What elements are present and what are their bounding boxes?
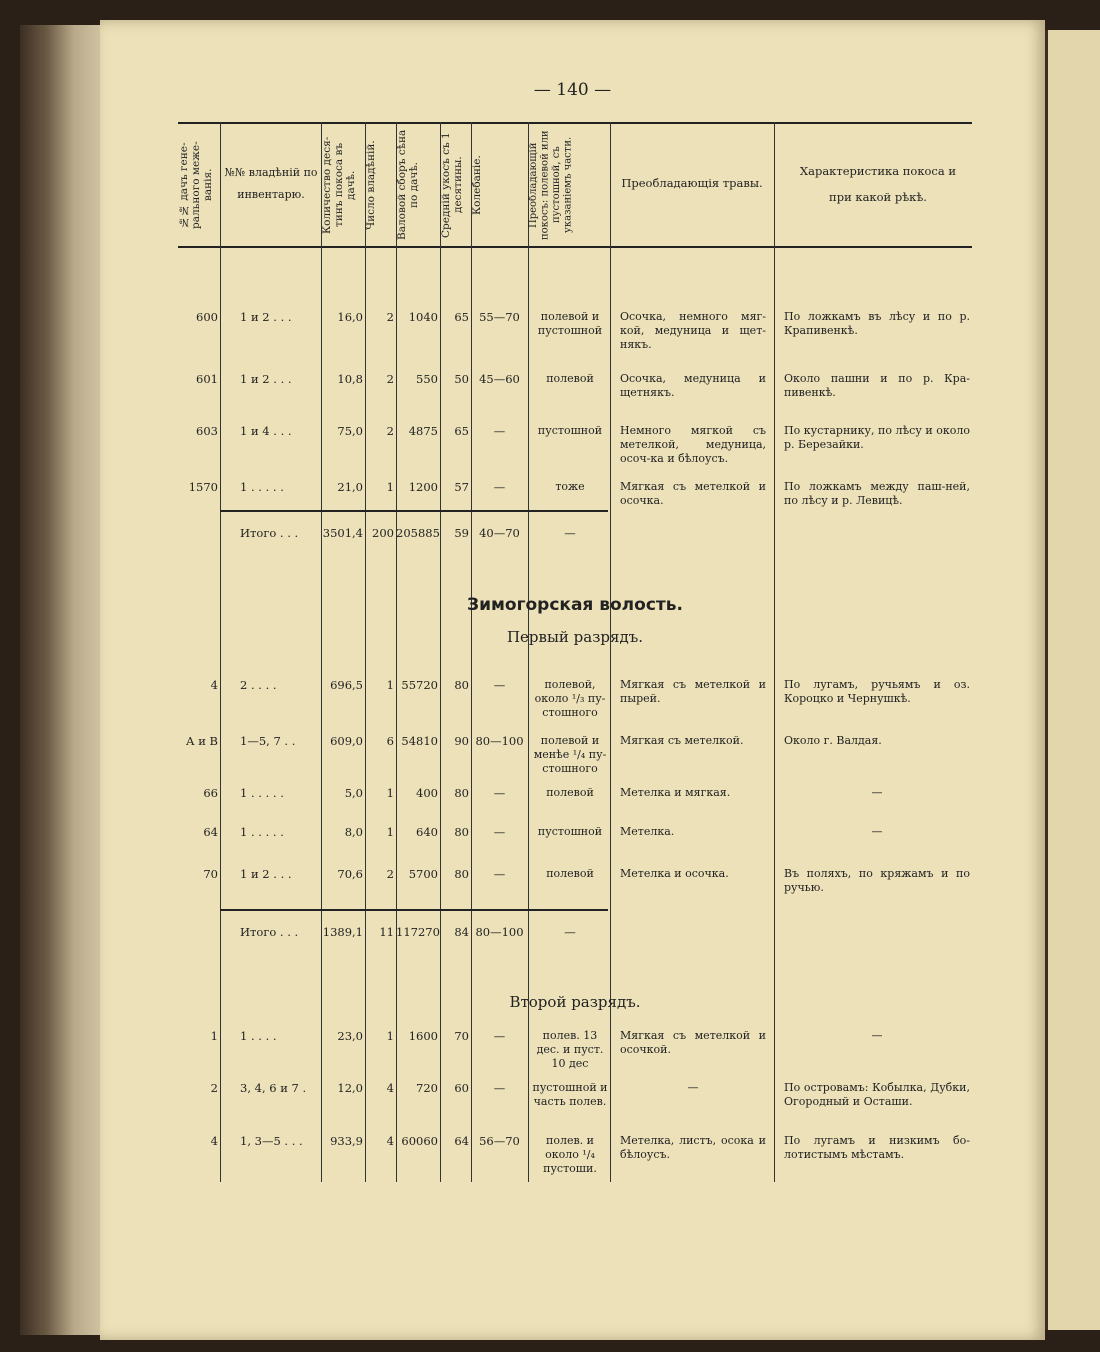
total-des: 1389,1	[322, 925, 363, 939]
header-kol-des: Количество деся-тинъ покоса въ дачѣ.	[321, 136, 357, 234]
cell-dacha: А и В	[185, 734, 218, 748]
total-sbor: 205885	[396, 526, 440, 540]
cell-chislo: 2	[386, 310, 394, 324]
cell-pokos: пустошной	[537, 825, 603, 838]
header-sredniy: Средній укосъ съ 1 десятины.	[440, 132, 464, 238]
cell-des: 70,6	[337, 867, 363, 881]
cell-ukos: 80	[454, 867, 469, 881]
cell-des: 696,5	[330, 678, 363, 692]
cell-travy: Осочка, немного мяг-кой, медуница и щет-някъ.	[620, 310, 766, 351]
cell-dacha: 603	[196, 424, 218, 438]
cell-dacha: 601	[196, 372, 218, 386]
total-koleb: 40—70	[479, 526, 520, 540]
cell-harakt: По лугамъ, ручьямъ и оз. Короцко и Чернушкѣ.	[784, 678, 970, 705]
document-page	[100, 20, 1045, 1340]
cell-ukos: 65	[454, 310, 469, 324]
total-koleb: 80—100	[475, 925, 524, 939]
total-pokos: —	[564, 925, 576, 939]
cell-koleb: —	[493, 1029, 506, 1043]
cell-pokos: полев. 13 дес. и пуст. 10 дес	[536, 1029, 604, 1070]
cell-vlad: 3, 4, 6 и 7 .	[240, 1081, 307, 1095]
cell-vlad: 1 и 2 . . .	[240, 372, 292, 386]
cell-ukos: 57	[454, 480, 469, 494]
table-top-rule	[178, 122, 972, 124]
volost-title: Зимогорская волость.	[467, 595, 683, 615]
cell-koleb: —	[493, 825, 506, 839]
cell-des: 933,9	[330, 1134, 363, 1148]
cell-dacha: 66	[203, 786, 218, 800]
cell-des: 10,8	[337, 372, 363, 386]
cell-chislo: 1	[386, 678, 394, 692]
cell-chislo: 1	[386, 1029, 394, 1043]
cell-vlad: 1 . . . . .	[240, 786, 284, 800]
header-travy: Преобладающія травы.	[621, 176, 763, 190]
cell-harakt: По лугамъ и низкимъ бо-лотистымъ мѣстамъ.	[784, 1134, 970, 1161]
header-chislo: Число владѣній.	[365, 140, 377, 230]
cell-pokos: полевой, около ¹/₃ пу-стошного	[534, 678, 606, 719]
cell-travy: —	[687, 1081, 699, 1094]
col-sep	[528, 122, 529, 1182]
cell-koleb: 56—70	[479, 1134, 520, 1148]
cell-sbor: 400	[416, 786, 438, 800]
hay-table	[178, 122, 972, 1182]
cell-dacha: 64	[203, 825, 218, 839]
col-sep	[610, 122, 611, 1182]
cell-harakt: По островамъ: Кобылка, Дубки, Огородный и Осташи.	[784, 1081, 970, 1108]
cell-vlad: 1 и 2 . . .	[240, 310, 292, 324]
cell-pokos: пустошной и часть полев.	[532, 1081, 608, 1108]
cell-dacha: 4	[210, 678, 218, 692]
cell-travy: Мягкая съ метелкой и осочка.	[620, 480, 766, 507]
total-rule-1	[220, 510, 608, 512]
cell-sbor: 1040	[408, 310, 438, 324]
cell-harakt: Около пашни и по р. Кра-пивенкѣ.	[784, 372, 970, 399]
cell-sbor: 55720	[401, 678, 438, 692]
col-sep	[321, 122, 322, 1182]
cell-harakt: Около г. Валдая.	[784, 734, 882, 747]
cell-des: 16,0	[337, 310, 363, 324]
cell-chislo: 2	[386, 372, 394, 386]
cell-travy: Метелка.	[620, 825, 675, 838]
cell-sbor: 1200	[408, 480, 438, 494]
cell-vlad: 1 . . . . .	[240, 825, 284, 839]
cell-vlad: 2 . . . .	[240, 678, 277, 692]
cell-harakt: По ложкамъ въ лѣсу и по р. Крапивенкѣ.	[784, 310, 970, 337]
cell-koleb: —	[493, 424, 506, 438]
total-chislo: 11	[379, 925, 394, 939]
cell-chislo: 6	[386, 734, 394, 748]
cell-des: 12,0	[337, 1081, 363, 1095]
cell-travy: Мягкая съ метелкой.	[620, 734, 744, 747]
cell-pokos: полевой	[546, 867, 594, 880]
cell-pokos: полевой	[546, 372, 594, 385]
page-number: — 140 —	[533, 80, 612, 100]
total-pokos: —	[564, 526, 576, 540]
header-pokos: Преобладающій покосъ: полевой или пустошной, съ указаніемъ части.	[528, 130, 574, 240]
cell-travy: Осочка, медуница и щетнякъ.	[620, 372, 766, 399]
total-chislo: 200	[372, 526, 394, 540]
cell-dacha: 1570	[188, 480, 218, 494]
razryad-2-title: Второй разрядъ.	[509, 993, 641, 1011]
col-sep	[440, 122, 441, 1182]
cell-sbor: 5700	[408, 867, 438, 881]
cell-koleb: —	[493, 480, 506, 494]
cell-des: 609,0	[330, 734, 363, 748]
cell-harakt: —	[871, 1029, 883, 1042]
cell-dacha: 600	[196, 310, 218, 324]
cell-sbor: 720	[416, 1081, 438, 1095]
cell-koleb: 80—100	[475, 734, 524, 748]
cell-koleb: 55—70	[479, 310, 520, 324]
cell-vlad: 1 . . . .	[240, 1029, 277, 1043]
cell-koleb: —	[493, 867, 506, 881]
cell-ukos: 90	[454, 734, 469, 748]
total-ukos: 59	[454, 526, 469, 540]
cell-chislo: 2	[386, 424, 394, 438]
cell-travy: Метелка, листъ, осока и бѣлоусъ.	[620, 1134, 766, 1161]
cell-sbor: 60060	[401, 1134, 438, 1148]
cell-sbor: 640	[416, 825, 438, 839]
cell-pokos: полевой и менѣе ¹/₄ пу-стошного	[533, 734, 607, 775]
cell-pokos: полевой	[546, 786, 594, 799]
col-sep	[365, 122, 366, 1182]
cell-koleb: —	[493, 678, 506, 692]
cell-harakt: По ложкамъ между паш-ней, по лѣсу и р. Левицѣ.	[784, 480, 970, 507]
col-sep	[471, 122, 472, 1182]
cell-ukos: 64	[454, 1134, 469, 1148]
col-sep	[396, 122, 397, 1182]
header-bottom-rule	[178, 246, 972, 248]
cell-travy: Метелка и мягкая.	[620, 786, 731, 799]
cell-sbor: 550	[416, 372, 438, 386]
cell-sbor: 4875	[408, 424, 438, 438]
cell-des: 21,0	[337, 480, 363, 494]
cell-chislo: 4	[386, 1081, 394, 1095]
cell-ukos: 80	[454, 678, 469, 692]
cell-des: 5,0	[344, 786, 363, 800]
cell-harakt: —	[871, 825, 883, 838]
cell-pokos: тоже	[555, 480, 585, 493]
cell-harakt: —	[871, 786, 883, 799]
book-page-edges	[20, 25, 110, 1335]
total-rule-2	[220, 909, 608, 911]
cell-ukos: 50	[454, 372, 469, 386]
cell-vlad: 1—5, 7 . .	[240, 734, 296, 748]
cell-chislo: 4	[386, 1134, 394, 1148]
total-sbor: 117270	[396, 925, 440, 939]
cell-ukos: 60	[454, 1081, 469, 1095]
cell-harakt: Въ поляхъ, по кряжамъ и по ручью.	[784, 867, 970, 894]
razryad-1-title: Первый разрядъ.	[506, 628, 644, 646]
header-kolebanie: Колебаніе.	[471, 155, 483, 215]
cell-travy: Мягкая съ метелкой и осочкой.	[620, 1029, 766, 1056]
cell-chislo: 2	[386, 867, 394, 881]
cell-pokos: пустошной	[537, 424, 603, 437]
header-dacha: №№ дачъ гене-рального меже-ванія.	[178, 141, 214, 229]
cell-koleb: —	[493, 786, 506, 800]
cell-chislo: 1	[386, 825, 394, 839]
cell-vlad: 1 и 4 . . .	[240, 424, 292, 438]
cell-travy: Мягкая съ метелкой и пырей.	[620, 678, 766, 705]
cell-dacha: 70	[203, 867, 218, 881]
cell-pokos: полевой и пустошной	[537, 310, 603, 337]
cell-sbor: 1600	[408, 1029, 438, 1043]
cell-chislo: 1	[386, 480, 394, 494]
cell-vlad: 1, 3—5 . . .	[240, 1134, 303, 1148]
header-valovoi: Валовой сборъ сѣна по дачѣ.	[396, 129, 420, 241]
cell-dacha: 4	[210, 1134, 218, 1148]
cell-des: 75,0	[337, 424, 363, 438]
cell-pokos: полев. и около ¹/₄ пустоши.	[543, 1134, 597, 1175]
col-sep	[220, 122, 221, 1182]
cell-koleb: —	[493, 1081, 506, 1095]
total-ukos: 84	[454, 925, 469, 939]
col-sep	[774, 122, 775, 1182]
cell-dacha: 1	[210, 1029, 218, 1043]
cell-harakt: По кустарнику, по лѣсу и около р. Березайки.	[784, 424, 970, 451]
cell-travy: Немного мягкой съ метелкой, медуница, осоч-ка и бѣлоусъ.	[620, 424, 766, 465]
cell-koleb: 45—60	[479, 372, 520, 386]
total-des: 3501,4	[322, 526, 363, 540]
cell-des: 23,0	[337, 1029, 363, 1043]
adjacent-page	[1045, 30, 1100, 1330]
cell-chislo: 1	[386, 786, 394, 800]
cell-vlad: 1 и 2 . . .	[240, 867, 292, 881]
cell-ukos: 65	[454, 424, 469, 438]
cell-dacha: 2	[210, 1081, 218, 1095]
cell-ukos: 70	[454, 1029, 469, 1043]
total-label: Итого . . .	[240, 925, 299, 939]
total-label: Итого . . .	[240, 526, 299, 540]
header-vladenie: №№ владѣній по инвентарю.	[224, 166, 318, 201]
cell-travy: Метелка и осочка.	[620, 867, 729, 880]
cell-sbor: 54810	[401, 734, 438, 748]
cell-ukos: 80	[454, 786, 469, 800]
cell-des: 8,0	[344, 825, 363, 839]
cell-ukos: 80	[454, 825, 469, 839]
cell-vlad: 1 . . . . .	[240, 480, 284, 494]
header-harakt: Характеристика покоса и при какой рѣкѣ.	[799, 164, 957, 204]
